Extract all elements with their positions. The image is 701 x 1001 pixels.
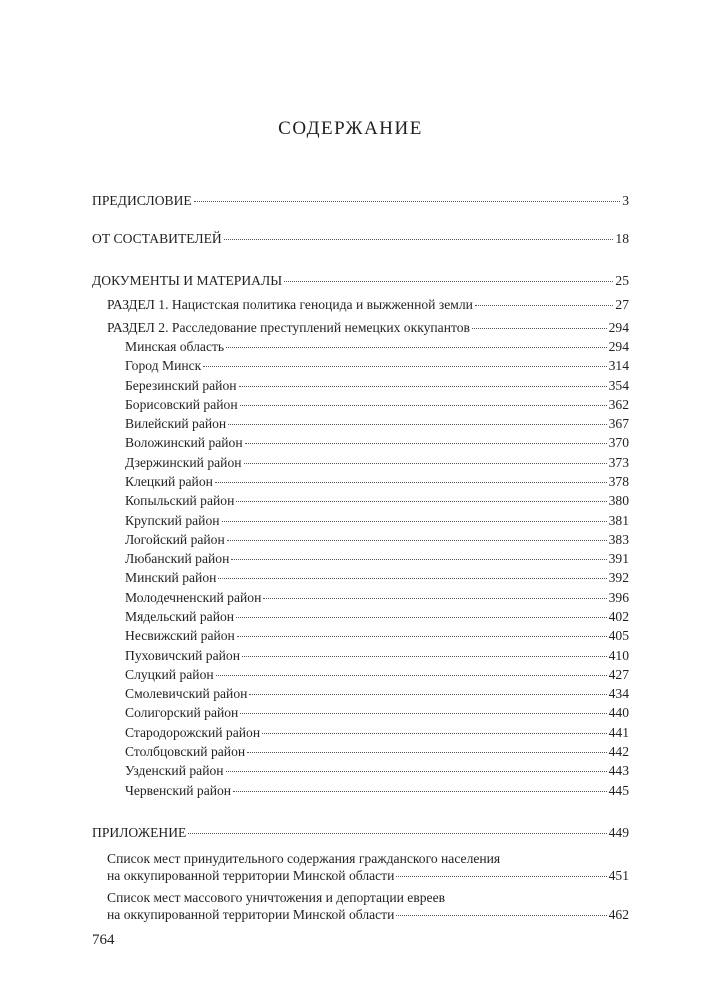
district-entry[interactable] [125, 377, 629, 394]
district-label: Молодечненский район [125, 590, 262, 605]
leader-dots [236, 501, 606, 502]
district-entry[interactable] [125, 608, 629, 625]
leader-dots [240, 405, 607, 406]
district-page: 440 [608, 705, 629, 720]
district-entry[interactable] [125, 415, 629, 432]
leader-dots [245, 443, 607, 444]
toc-entry-label: ДОКУМЕНТЫ И МАТЕРИАЛЫ [92, 273, 283, 288]
district-entry[interactable] [125, 454, 629, 471]
leader-dots [231, 559, 606, 560]
district-entry[interactable] [125, 512, 629, 529]
toc-entry-label: ОТ СОСТАВИТЕЛЕЙ [92, 231, 222, 246]
appendix-item-label: на оккупированной территории Минской области [107, 868, 395, 883]
district-page: 294 [608, 339, 629, 354]
district-label: Воложинский район [125, 435, 243, 450]
district-page: 392 [608, 570, 629, 585]
leader-dots [242, 656, 607, 657]
district-entry[interactable] [125, 434, 629, 451]
district-entry[interactable] [125, 550, 629, 567]
district-label: Дзержинский район [125, 455, 242, 470]
district-entry[interactable] [125, 569, 629, 586]
leader-dots [472, 328, 607, 329]
district-entry[interactable] [125, 589, 629, 606]
leader-dots [237, 636, 607, 637]
toc-entry-page: 27 [615, 297, 629, 312]
district-label: Крупский район [125, 513, 220, 528]
district-page: 445 [608, 783, 629, 798]
leader-dots [218, 578, 606, 579]
toc-entry-label: РАЗДЕЛ 2. Расследование преступлений немецких оккупантов [107, 320, 470, 335]
district-label: Любанский район [125, 551, 230, 566]
district-label: Логойский район [125, 532, 225, 547]
toc-entry-compilers[interactable] [92, 230, 629, 247]
appendix-item-page: 451 [608, 868, 629, 883]
district-entry[interactable] [125, 762, 629, 779]
district-entry[interactable] [125, 724, 629, 741]
district-label: Мядельский район [125, 609, 235, 624]
leader-dots [215, 482, 607, 483]
page-number: 764 [92, 932, 115, 948]
district-entry[interactable] [125, 782, 629, 799]
leader-dots [263, 598, 606, 599]
district-entry[interactable] [125, 685, 629, 702]
district-entry[interactable] [125, 396, 629, 413]
toc-entry-page: 3 [622, 193, 629, 208]
toc-entry-section-2[interactable] [107, 319, 629, 336]
district-label: Вилейский район [125, 416, 227, 431]
toc-entry-page: 25 [615, 273, 629, 288]
district-label: Червенский район [125, 783, 232, 798]
leader-dots [226, 771, 607, 772]
district-page: 391 [608, 551, 629, 566]
district-label: Столбцовский район [125, 744, 246, 759]
district-label: Несвижский район [125, 628, 235, 643]
appendix-item[interactable] [107, 906, 629, 923]
district-entry[interactable] [125, 627, 629, 644]
district-page: 427 [608, 667, 629, 682]
leader-dots [396, 915, 606, 916]
district-label: Клецкий район [125, 474, 213, 489]
toc-entry-section-1[interactable] [107, 296, 629, 313]
leader-dots [227, 540, 607, 541]
leader-dots [233, 791, 607, 792]
district-entry[interactable] [125, 666, 629, 683]
district-page: 402 [608, 609, 629, 624]
district-entry[interactable] [125, 357, 629, 374]
district-label: Березинский район [125, 378, 237, 393]
district-entry[interactable] [125, 743, 629, 760]
leader-dots [240, 713, 606, 714]
leader-dots [203, 366, 606, 367]
toc-entry-page: 294 [608, 320, 629, 335]
district-page: 410 [608, 648, 629, 663]
district-page: 354 [608, 378, 629, 393]
district-label: Минская область [125, 339, 225, 354]
district-page: 381 [608, 513, 629, 528]
district-entry[interactable] [125, 338, 629, 355]
district-label: Борисовский район [125, 397, 238, 412]
leader-dots [247, 752, 606, 753]
district-entry[interactable] [125, 647, 629, 664]
district-page: 380 [608, 493, 629, 508]
toc-entry-label: ПРИЛОЖЕНИЕ [92, 825, 187, 840]
appendix-item-first-line: Список мест принудительного содержания гражданского населения [107, 851, 501, 866]
district-label: Смолевичский район [125, 686, 248, 701]
leader-dots [228, 424, 606, 425]
district-label: Копыльский район [125, 493, 235, 508]
district-page: 396 [608, 590, 629, 605]
toc-entry-label: РАЗДЕЛ 1. Нацистская политика геноцида и выжженной земли [107, 297, 473, 312]
district-label: Стародорожский район [125, 725, 261, 740]
district-entry[interactable] [125, 492, 629, 509]
leader-dots [222, 521, 607, 522]
district-page: 441 [608, 725, 629, 740]
district-label: Минский район [125, 570, 217, 585]
district-entry[interactable] [125, 473, 629, 490]
district-label: Узденский район [125, 763, 224, 778]
district-page: 370 [608, 435, 629, 450]
leader-dots [475, 305, 614, 306]
district-page: 442 [608, 744, 629, 759]
district-page: 378 [608, 474, 629, 489]
leader-dots [262, 733, 607, 734]
toc-entry-documents[interactable] [92, 272, 629, 289]
leader-dots [249, 694, 606, 695]
leader-dots [284, 281, 613, 282]
appendix-item-first-line: Список мест массового уничтожения и депортации евреев [107, 890, 446, 905]
toc-entry-appendix[interactable] [92, 824, 629, 841]
district-label: Пуховичский район [125, 648, 240, 663]
toc-entry-page: 18 [615, 231, 629, 246]
leader-dots [396, 876, 606, 877]
district-label: Солигорский район [125, 705, 239, 720]
district-page: 443 [608, 763, 629, 778]
district-page: 405 [608, 628, 629, 643]
district-entry[interactable] [125, 704, 629, 721]
appendix-item[interactable] [107, 867, 629, 884]
district-page: 367 [608, 416, 629, 431]
toc-entry-label: ПРЕДИСЛОВИЕ [92, 193, 192, 208]
district-page: 314 [608, 358, 629, 373]
leader-dots [194, 201, 620, 202]
appendix-item-page: 462 [608, 907, 629, 922]
district-page: 373 [608, 455, 629, 470]
district-label: Город Минск [125, 358, 202, 373]
leader-dots [224, 239, 614, 240]
toc-entry-page: 449 [608, 825, 629, 840]
district-label: Слуцкий район [125, 667, 214, 682]
leader-dots [239, 386, 607, 387]
leader-dots [226, 347, 606, 348]
leader-dots [244, 463, 607, 464]
leader-dots [236, 617, 607, 618]
leader-dots [188, 833, 606, 834]
district-page: 383 [608, 532, 629, 547]
district-page: 362 [608, 397, 629, 412]
page-title: СОДЕРЖАНИЕ [278, 118, 423, 139]
district-page: 434 [608, 686, 629, 701]
appendix-item-label: на оккупированной территории Минской области [107, 907, 395, 922]
district-entry[interactable] [125, 531, 629, 548]
leader-dots [216, 675, 607, 676]
toc-entry-preface[interactable] [92, 192, 629, 209]
